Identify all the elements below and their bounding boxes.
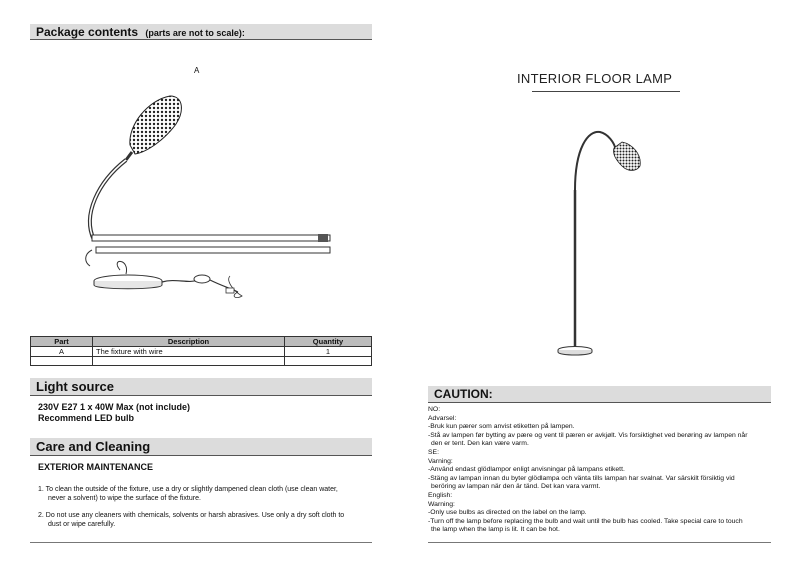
- care-item-1-line-2: never a solvent) to wipe the surface of the fixture.: [48, 495, 201, 502]
- care-item-2-line-2: dust or wipe carefully.: [48, 521, 116, 528]
- parts-table-header-row: [31, 337, 372, 347]
- caution-line: SE:: [428, 448, 439, 456]
- caution-line: NO:: [428, 406, 441, 413]
- package-contents-title: Package contents: [36, 25, 139, 39]
- right-bottom-rule: [428, 542, 771, 543]
- cell-part: A: [31, 347, 93, 357]
- title-underline: [532, 91, 680, 92]
- care-item-1-line-1: 1. To clean the outside of the fixture, use a dry or slightly dampened clean cloth (use clean water,: [38, 486, 338, 493]
- caution-line: den er tent. Den kan være varm.: [431, 440, 529, 448]
- caution-line: Advarsel:: [428, 414, 457, 422]
- cell-quantity: 1: [285, 347, 372, 357]
- exterior-maintenance-heading: EXTERIOR MAINTENANCE: [38, 462, 154, 472]
- caution-line: Warning:: [428, 500, 455, 508]
- caution-line: -Bruk kun pærer som anvist etiketten på lampen.: [428, 423, 575, 431]
- caution-line: -Turn off the lamp before replacing the bulb and wait until the bulb has cooled. Take special care to touch: [428, 517, 743, 525]
- caution-line: -Stå av lampen før bytting av pære og vent til pæren er avkjølt. Vis forsiktighet ved berøring av lampen når: [428, 431, 748, 439]
- light-source-spec: 230V E27 1 x 40W Max (not include): [38, 402, 191, 412]
- header-quantity: Quantity: [285, 337, 372, 347]
- caution-line: English:: [428, 491, 453, 499]
- caution-line: the lamp when the lamp is lit. It can be hot.: [431, 526, 560, 534]
- table-row: [31, 347, 372, 357]
- cell-empty: [93, 357, 285, 366]
- cell-description: The fixture with wire: [93, 347, 285, 357]
- assembled-lamp-illustration: [550, 120, 660, 360]
- product-title: INTERIOR FLOOR LAMP: [517, 71, 673, 86]
- care-item-2-line-1: 2. Do not use any cleaners with chemicals, solvents or harsh abrasives. Use only a dry soft cloth to: [38, 512, 345, 519]
- table-row-empty: [31, 357, 372, 366]
- cell-empty: [31, 357, 93, 366]
- caution-body: [428, 406, 778, 535]
- cell-empty: [285, 357, 372, 366]
- care-item-2: [38, 511, 378, 529]
- parts-table: [30, 336, 372, 366]
- caution-line: -Stäng av lampan innan du byter glödlampa och vänta tills lampan har svalnat. Var särskilt försiktig vid: [428, 474, 735, 482]
- caution-header: CAUTION:: [428, 386, 771, 403]
- caution-line: Varning:: [428, 457, 453, 465]
- light-source-recommendation: Recommend LED bulb: [38, 413, 135, 423]
- package-contents-header: [30, 24, 372, 40]
- part-marker: A: [194, 66, 200, 75]
- header-part: Part: [31, 337, 93, 347]
- lamp-parts-illustration: [80, 90, 345, 305]
- care-cleaning-header: Care and Cleaning: [30, 438, 372, 456]
- light-source-header: Light source: [30, 378, 372, 396]
- caution-line: -Använd endast glödlampor enligt anvisningar på lampans etikett.: [428, 466, 625, 474]
- caution-line: beröring av lampan när den är tänd. Det kan vara varmt.: [431, 483, 601, 491]
- package-contents-note: (parts are not to scale):: [145, 28, 245, 38]
- header-description: Description: [93, 337, 285, 347]
- care-item-1: [38, 485, 378, 503]
- caution-line: -Only use bulbs as directed on the label on the lamp.: [428, 509, 587, 517]
- left-bottom-rule: [30, 542, 372, 543]
